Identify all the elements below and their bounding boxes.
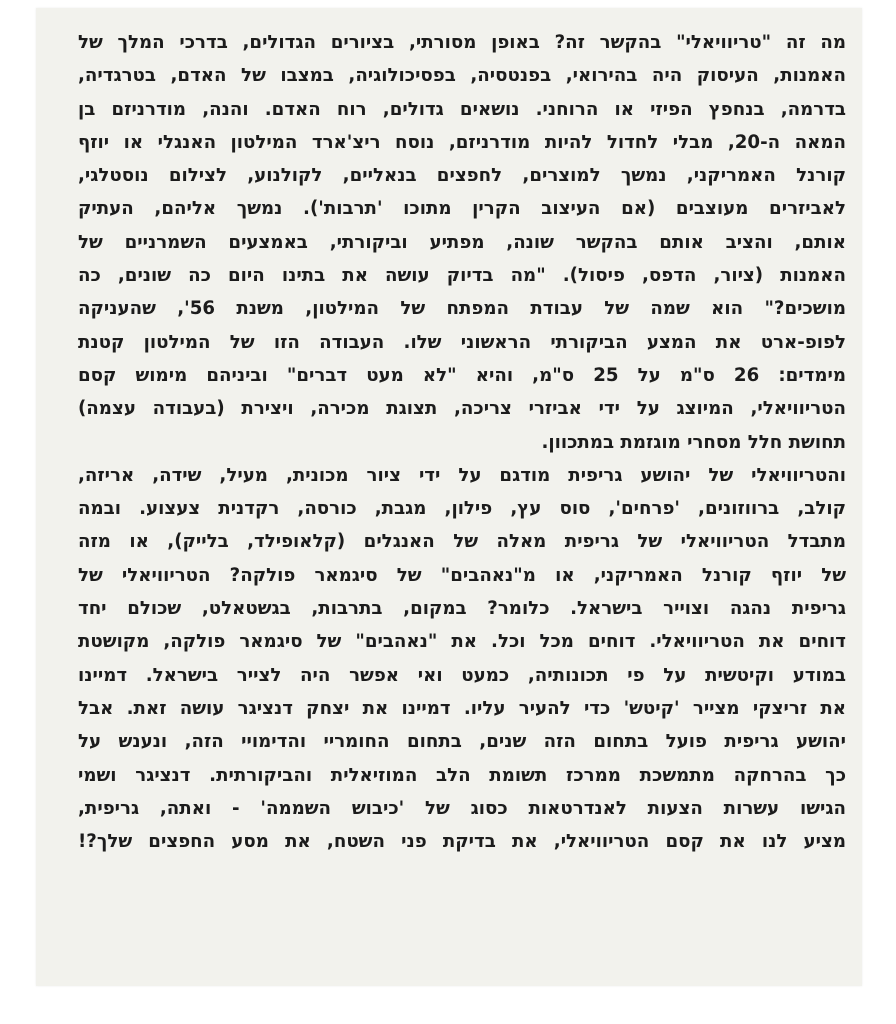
text-line: אותם, והציב אותם בהקשר שונה, מפתיע וביקורתי, באמצעים השמרניים של — [78, 231, 846, 253]
text-line: קולב, ברווזונים, 'פרחים', סוס עץ, פילון, מגבת, כורסה, רקדנית צעצוע. ובמה — [78, 498, 846, 520]
text-line: דוחים את הטריוויאלי. דוחים מכל וכל. את "נאהבים" של סיגמאר פולקה, מקושטת — [78, 631, 846, 653]
text-line: במודע וקיטשית על פי תכונותיה, כמעט ואי אפשר היה לצייר בישראל. דמיינו — [78, 664, 846, 686]
text-line: הטריוויאלי, המיוצג על ידי אביזרי צריכה, תצוגת מכירה, ויצירת (בעבודה עצמה) — [78, 398, 846, 420]
text-line: מימדים: 26 ס"מ על 25 ס"מ, והיא "לא מעט דברים" וביניהם מימוש קסם — [78, 364, 846, 386]
text-line: כך בהרחקה מתמשכת ממרכז תשומת הלב המוזיאלית והביקורתית. דנציגר ושמי — [78, 764, 846, 786]
paragraph-end-line: תחושת חלל מסחרי מוגזמת במתכוון. — [541, 431, 846, 453]
article-text — [78, 26, 846, 858]
text-line: מושכים?" הוא שמה של עבודת המפתח של המילטון, משנת 56', שהעניקה — [78, 298, 846, 320]
text-line: מציע לנו את קסם הטריוויאלי, את בדיקת פני השטח, את מסע החפצים שלך?! — [78, 831, 846, 853]
text-line: המאה ה-20, מבלי לחדול להיות מודרניזם, נוסח ריצ'ארד המילטון האנגלי או יוזף — [78, 131, 846, 153]
text-line: של יוזף קורנל האמריקני, או מ"נאהבים" של סיגמאר פולקה? הטריוויאלי של — [78, 564, 846, 586]
text-line: את זריצקי מצייר 'קיטש' כדי להעיר עליו. דמיינו את יצחק דנציגר עושה זאת. אבל — [78, 697, 846, 719]
text-line: מה זה "טריוויאלי" בהקשר זה? באופן מסורתי, בציורים הגדולים, בדרכי המלך של — [78, 32, 846, 53]
text-line: והטריוויאלי של יהושע גריפית מודגם על ידי ציור מכונית, מעיל, שידה, אריזה, — [78, 464, 846, 486]
text-line: האמנות, העיסוק היה בהירואי, בפנטסיה, בפסיכולוגיה, במצבו של האדם, בטרגדיה, — [78, 65, 846, 87]
text-line: קורנל האמריקני, נמשך למוצרים, לחפצים בנאליים, לקולנוע, לצילום נוסטלגי, — [78, 165, 846, 187]
text-line: מתבדל הטריוויאלי של גריפית מאלה של האנגלים (קלאופילד, בלייק), או מזה — [78, 531, 846, 553]
text-line: בדרמה, בנחפץ הפיזי או הרוחני. נושאים גדולים, רוח האדם. והנה, מודרניזם בן — [78, 98, 846, 120]
text-line: הגישו עשרות הצעות לאנדרטאות כסוג של 'כיבוש השממה' - ואתה, גריפית, — [78, 797, 846, 819]
text-line: האמנות (ציור, הדפס, פיסול). "מה בדיוק עושה את בתינו היום כה שונים, כה — [78, 265, 846, 287]
text-line: לאביזרים מעוצבים (אם העיצוב הקרין מתוכו 'תרבות'). נמשך אליהם, העתיק — [78, 198, 846, 220]
text-line: גריפית נהגה וצוייר בישראל. כלומר? במקום, בתרבות, בגשטאלט, שכולם יחד — [78, 598, 846, 620]
document-page — [36, 8, 862, 986]
text-line: יהושע גריפית פועל בתחום הזה שנים, בתחום החומריי והדימויי הזה, ונענש על — [78, 731, 846, 753]
text-line: לפופ-ארט את המצע הביקורתי הראשוני שלו. העבודה הזו של המילטון קטנת — [78, 331, 846, 353]
